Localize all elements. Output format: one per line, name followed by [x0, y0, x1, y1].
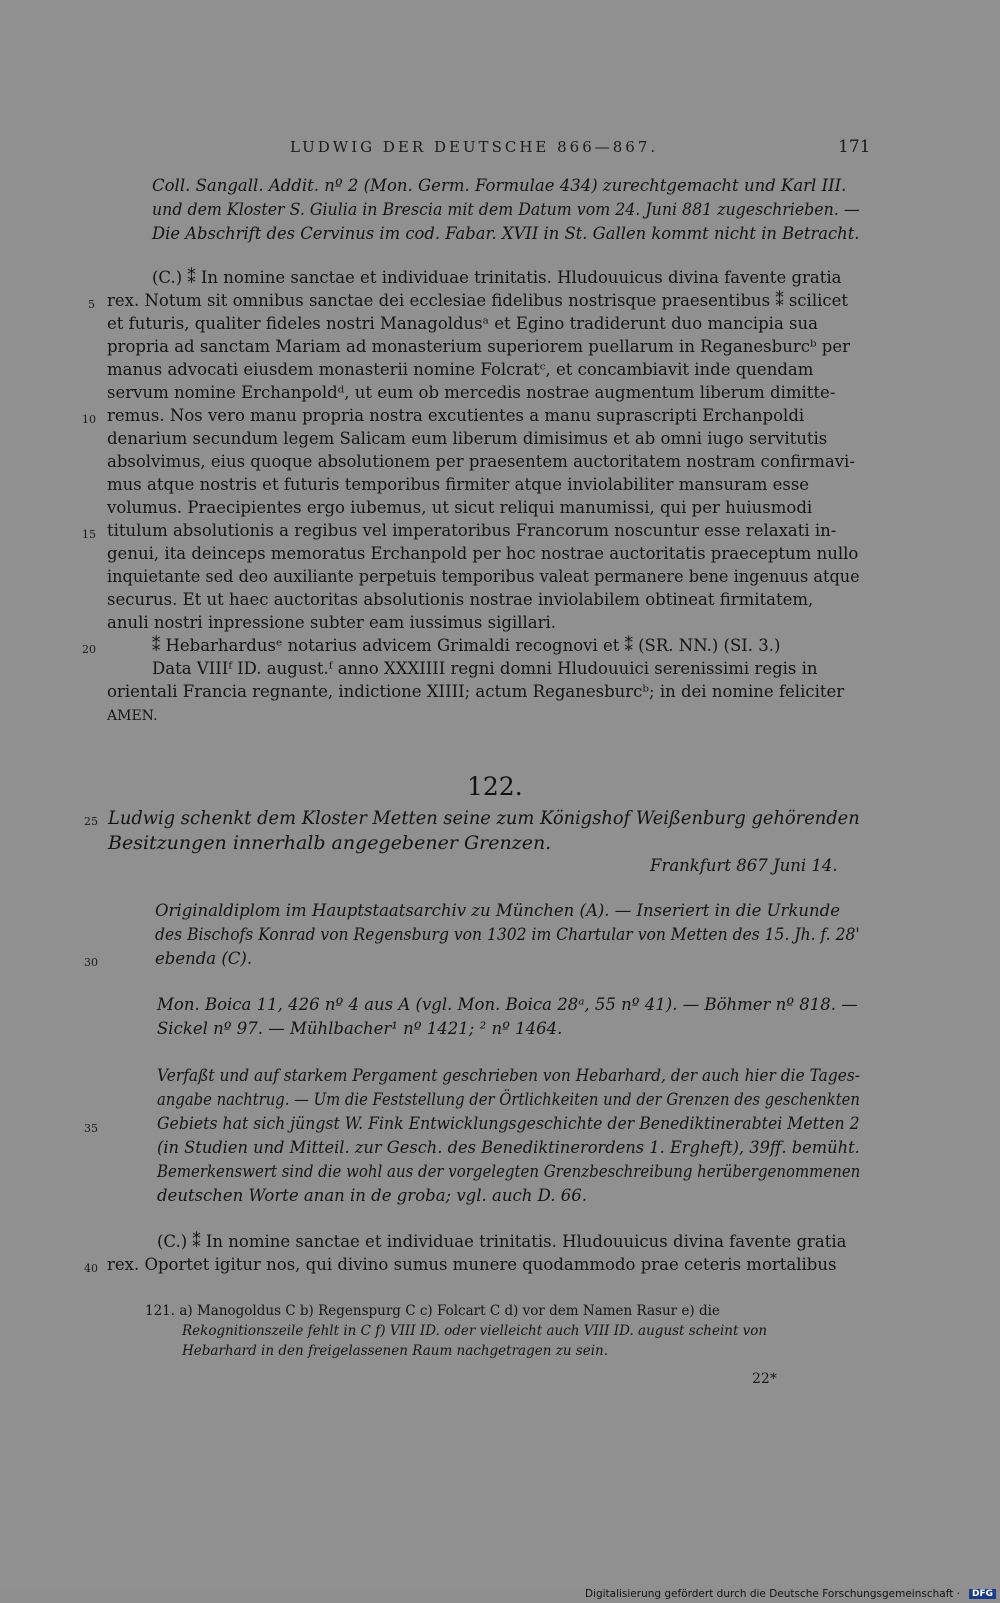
- editions-line: Mon. Boica 11, 426 nº 4 aus A (vgl. Mon. Boica 28ᵃ, 55 nº 41). — Böhmer nº 818. —: [157, 995, 858, 1014]
- text-line: Data VIIIᶠ ID. august.ᶠ anno XXXIIII regni domni Hludouuici serenissimi regis in: [152, 659, 818, 678]
- footnote-line: Rekognitionszeile fehlt in C f) VIII ID. oder vielleicht auch VIII ID. august scheint von: [182, 1323, 768, 1339]
- text-line: manus advocati eiusdem monasterii nomine Folcratᶜ, et concambiavit inde quendam: [107, 360, 814, 379]
- text-line: volumus. Praecipientes ergo iubemus, ut sicut reliqui manumissi, qui per huiusmodi: [107, 498, 813, 517]
- text-line: servum nomine Erchanpoldᵈ, ut eum ob mercedis nostrae augmentum liberum dimitte-: [107, 383, 836, 402]
- footnote-line: Hebarhard in den freigelassenen Raum nachgetragen zu sein.: [182, 1343, 609, 1359]
- line-number: 35: [84, 1122, 98, 1135]
- text-line: denarium secundum legem Salicam eum liberum dimisimus et ab omni iugo servitutis: [107, 429, 828, 448]
- line-number: 25: [84, 815, 98, 828]
- line-number: 40: [84, 1262, 98, 1275]
- intro-line: und dem Kloster S. Giulia in Brescia mit dem Datum vom 24. Juni 881 zugeschrieben. —: [152, 200, 860, 219]
- digitization-credit: Digitalisierung gefördert durch die Deutsche Forschungsgemeinschaft ·: [584, 1588, 960, 1600]
- text-line: et futuris, qualiter fideles nostri Managoldusᵃ et Egino tradiderunt duo mancipia sua: [107, 314, 818, 333]
- regest-line: Ludwig schenkt dem Kloster Metten seine zum Königshof Weißenburg gehörenden: [108, 807, 860, 829]
- remarks-line: Bemerkenswert sind die wohl aus der vorgelegten Grenzbeschreibung herübergenommenen: [157, 1162, 861, 1181]
- dfg-logo: DFG: [969, 1589, 996, 1599]
- text-line: ⁑ Hebarhardusᵉ notarius advicem Grimaldi recognovi et ⁑ (SR. NN.) (SI. 3.): [152, 636, 781, 655]
- remarks-line: Gebiets hat sich jüngst W. Fink Entwicklungsgeschichte der Benediktinerabtei Metten 2: [157, 1114, 860, 1133]
- text-line: remus. Nos vero manu propria nostra excutientes a manu suprascripti Erchanpoldi: [107, 406, 805, 425]
- editions-line: Sickel nº 97. — Mühlbacher¹ nº 1421; ² nº 1464.: [157, 1019, 563, 1038]
- tradition-line: Originaldiplom im Hauptstaatsarchiv zu München (A). — Inseriert in die Urkunde: [155, 901, 840, 920]
- text-line: anuli nostri inpressione subter eam iussimus sigillari.: [107, 613, 557, 632]
- remarks-line: Verfaßt und auf starkem Pergament geschrieben von Hebarhard, der auch hier die Tages-: [157, 1066, 860, 1085]
- text-line: mus atque nostris et futuris temporibus firmiter atque inviolabiliter mansuram esse: [107, 475, 810, 494]
- page-number: 171: [838, 137, 871, 157]
- text-line: (C.) ⁑ In nomine sanctae et individuae trinitatis. Hludouuicus divina favente gratia: [152, 268, 842, 287]
- line-number: 10: [82, 413, 96, 426]
- remarks-line: (in Studien und Mitteil. zur Gesch. des Benediktinerordens 1. Ergheft), 39ff. bemüht.: [157, 1138, 860, 1157]
- tradition-line: des Bischofs Konrad von Regensburg von 1302 im Chartular von Metten des 15. Jh. f. 28': [155, 925, 860, 944]
- document-date: Frankfurt 867 Juni 14.: [650, 856, 838, 875]
- text-line: (C.) ⁑ In nomine sanctae et individuae trinitatis. Hludouuicus divina favente gratia: [157, 1232, 847, 1251]
- text-line: genui, ita deinceps memoratus Erchanpold per hoc nostrae auctoritatis praeceptum nullo: [107, 544, 859, 563]
- text-line: securus. Et ut haec auctoritas absolutionis nostrae inviolabilem obtineat firmitatem,: [107, 590, 814, 609]
- remarks-line: deutschen Worte anan in de groba; vgl. auch D. 66.: [157, 1186, 587, 1205]
- text-line: orientali Francia regnante, indictione XIIII; actum Reganesburcᵇ; in dei nomine feliciter: [107, 682, 845, 701]
- line-number: 20: [82, 643, 96, 656]
- line-number: 5: [88, 298, 95, 311]
- signature-mark: 22*: [752, 1371, 777, 1387]
- intro-line: Coll. Sangall. Addit. nº 2 (Mon. Germ. Formulae 434) zurechtgemacht und Karl III.: [152, 176, 847, 195]
- text-line: inquietante sed deo auxiliante perpetuis temporibus valeat permanere bene ingenuus atque: [107, 567, 860, 586]
- line-number: 15: [82, 528, 96, 541]
- text-line: AMEN.: [107, 708, 158, 724]
- text-line: rex. Oportet igitur nos, qui divino sumus munere quodammodo prae ceteris mortalibus: [107, 1255, 837, 1274]
- line-number: 30: [84, 956, 98, 969]
- document-number: 122.: [467, 772, 523, 801]
- text-line: propria ad sanctam Mariam ad monasterium superiorem puellarum in Reganesburcᵇ per: [107, 337, 851, 356]
- text-line: absolvimus, eius quoque absolutionem per praesentem auctoritatem nostram confirmavi-: [107, 452, 855, 471]
- tradition-line: ebenda (C).: [155, 949, 253, 968]
- footnote-line: 121. a) Manogoldus C b) Regenspurg C c) Folcart C d) vor dem Namen Rasur e) die: [145, 1303, 720, 1319]
- text-line: titulum absolutionis a regibus vel imperatoribus Francorum noscuntur esse relaxati in-: [107, 521, 837, 540]
- regest-line: Besitzungen innerhalb angegebener Grenzen.: [108, 832, 552, 854]
- running-head: LUDWIG DER DEUTSCHE 866—867.: [290, 138, 659, 156]
- intro-line: Die Abschrift des Cervinus im cod. Fabar. XVII in St. Gallen kommt nicht in Betracht.: [152, 224, 860, 243]
- text-line: rex. Notum sit omnibus sanctae dei ecclesiae fidelibus nostrisque praesentibus ⁑ scilicet: [107, 291, 849, 310]
- remarks-line: angabe nachtrug. — Um die Feststellung der Örtlichkeiten und der Grenzen des geschenkten: [157, 1090, 860, 1109]
